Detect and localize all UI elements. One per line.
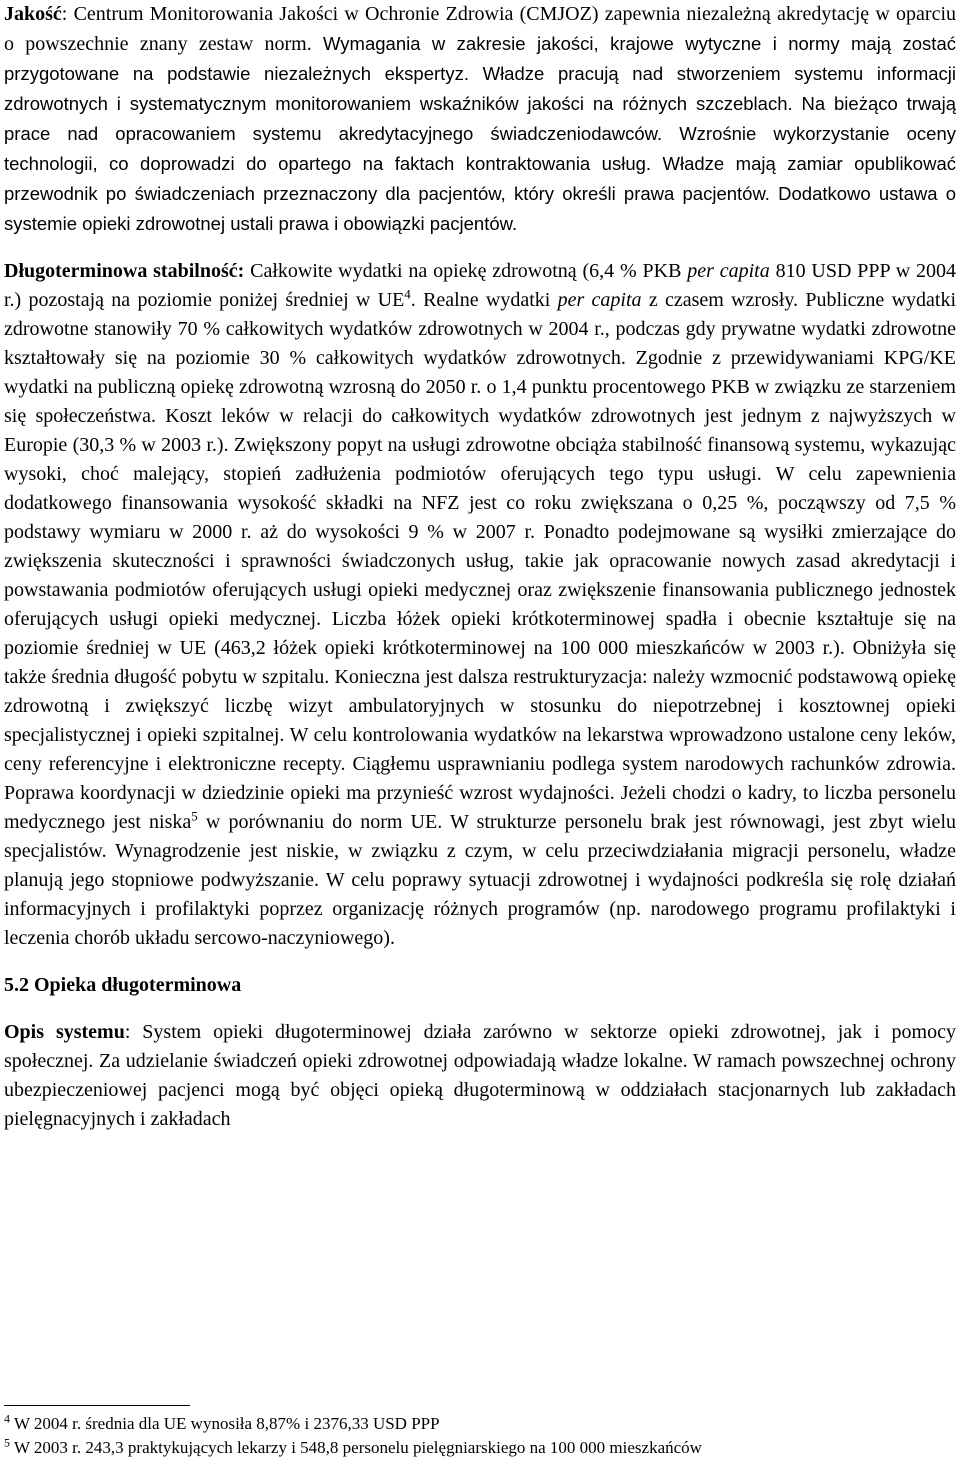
footnote-ref-5[interactable]: 5	[191, 808, 198, 824]
stability-text-5: w porównaniu do norm UE. W strukturze personelu brak jest równowagi, jest zbyt wielu specjalistów. Wynagrodzenie jest niskie, w związku z czym, w celu przeciwdziałania migracji personelu, władze planują jego stopniowe podwyższanie. W celu poprawy sytuacji zdrowotnej i wydajności podkreśla się rolę działań informacyjnych i profilaktyki poprzez organizację różnych programów (np. narodowego programu profilaktyki i leczenia chorób układu sercowo-naczyniowego).	[4, 811, 956, 949]
footnote-5	[4, 1436, 956, 1460]
quality-text: : Centrum Monitorowania Jakości w Ochronie Zdrowia (CMJOZ) zapewnia niezależną akredytację w oparciu o powszechnie znany zestaw norm.	[4, 3, 956, 55]
stability-text-1: Całkowite wydatki na opiekę zdrowotną (6,4 % PKB	[244, 260, 688, 282]
footnote-4-number: 4	[4, 1411, 10, 1426]
footnote-5-number: 5	[4, 1435, 10, 1450]
quality-text-sans: Wymagania w zakresie jakości, krajowe wytyczne i normy mają zostać przygotowane na podstawie niezależnych ekspertyz. Władze pracują nad stworzeniem systemu informacji zdrowotnych i systematycznym monitorowaniem wskaźników jakości na różnych szczeblach. Na bieżąco trwają prace nad opracowaniem systemu akredytacyjnego świadczeniodawców. Wzrośnie wykorzystanie oceny technologii, co doprowadzi do opartego na faktach kontraktowania usług. Władze mają zamiar opublikować przewodnik po świadczeniach przeznaczony dla pacjentów, który określi prawa pacjentów. Dodatkowo ustawa o systemie opieki zdrowotnej ustali prawa i obowiązki pacjentów.	[4, 33, 956, 234]
per-capita-1: per capita	[687, 260, 770, 282]
footnote-divider	[4, 1405, 190, 1406]
footnote-4	[4, 1412, 956, 1436]
system-description-label: Opis systemu	[4, 1021, 125, 1043]
footnote-4-text: W 2004 r. średnia dla UE wynosiła 8,87% i 2376,33 USD PPP	[10, 1414, 440, 1433]
quality-label: Jakość	[4, 3, 62, 25]
document-page	[4, 0, 956, 1134]
paragraph-system-description	[4, 1018, 956, 1134]
footnotes	[4, 1412, 956, 1460]
paragraph-stability	[4, 257, 956, 953]
stability-text-3: . Realne wydatki	[410, 289, 558, 311]
system-description-text: : System opieki długoterminowej działa zarówno w sektorze opieki zdrowotnej, jak i pomocy społecznej. Za udzielanie świadczeń opieki zdrowotnej odpowiadają władze lokalne. W ramach powszechnej ochrony ubezpieczeniowej pacjenci mogą być objęci opieką długoterminową w oddziałach stacjonarnych lub zakładach pielęgnacyjnych i zakładach	[4, 1021, 956, 1130]
footnote-ref-4[interactable]: 4	[404, 286, 411, 302]
stability-label: Długoterminowa stabilność:	[4, 260, 245, 282]
per-capita-2: per capita	[557, 289, 642, 311]
section-heading: 5.2 Opieka długoterminowa	[4, 974, 242, 996]
stability-text-2: 810 USD PPP w 2004 r.) pozostają na poziomie poniżej średniej w UE	[4, 260, 956, 311]
stability-text-4: z czasem wzrosły. Publiczne wydatki zdrowotne stanowiły 70 % całkowitych wydatków zdrowotnych w 2004 r., podczas gdy prywatne wydatki zdrowotne kształtowały się na poziomie 30 % całkowitych wydatków zdrowotnych. Zgodnie z przewidywaniami KPG/KE wydatki na publiczną opiekę zdrowotną wzrosną do 2050 r. o 1,4 punktu procentowego PKB w związku ze starzeniem się społeczeństwa. Koszt leków w relacji do całkowitych wydatków zdrowotnych jest jednym z najwyższych w Europie (30,3 % w 2003 r.). Zwiększony popyt na usługi zdrowotne obciąża stabilność finansową systemu, wykazując wysoki, choć malejący, stopień zadłużenia podmiotów oferujących tego typu usługi. W celu zapewnienia dodatkowego finansowania wysokość składki na NFZ jest co roku zwiększana o 0,25 %, począwszy od 7,5 % podstawy wymiaru w 2000 r. aż do wysokości 9 % w 2007 r. Ponadto podejmowane są wysiłki zmierzające do zwiększenia skuteczności i sprawności świadczonych usług, takie jak opracowanie nowych zasad akredytacji i powstawania podmiotów oferujących usługi opieki medycznej oraz zwiększenie finansowania publicznego jednostek oferujących usługi opieki medycznej. Liczba łóżek opieki krótkoterminowej spadła i obecnie kształtuje się na poziomie średniej w UE (463,2 łóżek opieki krótkoterminowej na 100 000 mieszkańców w 2003 r.). Obniżyła się także średnia długość pobytu w szpitalu. Konieczna jest dalsza restrukturyzacja: należy wzmocnić podstawową opiekę zdrowotną i zwiększyć liczbę wizyt ambulatoryjnych w stosunku do niepotrzebnej i kosztownej opieki specjalistycznej i opieki szpitalnej. W celu kontrolowania wydatków na lekarstwa wprowadzono ustalone ceny leków, ceny referencyjne i elektroniczne recepty. Ciągłemu usprawnianiu podlega system narodowych rachunków zdrowia. Poprawa koordynacji w dziedzinie opieki ma przynieść wzrost wydajności. Jeżeli chodzi o kadry, to liczba personelu medycznego jest niska	[4, 289, 956, 833]
footnote-5-text: W 2003 r. 243,3 praktykujących lekarzy i 548,8 personelu pielęgniarskiego na 100 000 mieszkańców	[10, 1438, 702, 1457]
paragraph-quality	[4, 0, 956, 239]
